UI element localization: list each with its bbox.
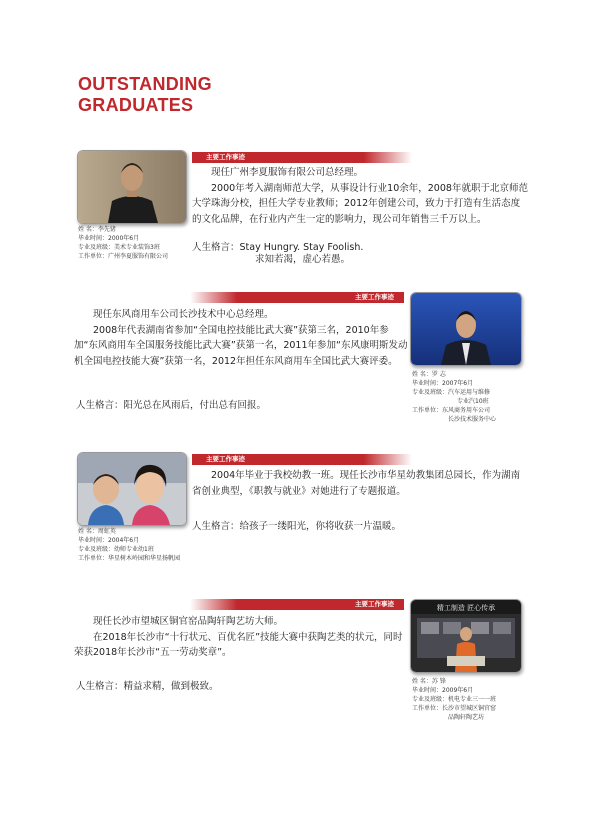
caption-major: 专业及班级：汽车运用与维修 — [412, 389, 491, 396]
paragraph: 现任长沙市望城区铜官窑品陶轩陶艺坊大师。 — [93, 616, 284, 627]
paragraph: 现任东风商用车公司长沙技术中心总经理。 — [93, 309, 274, 320]
section-badge-1: 主要工作事迹 — [192, 152, 412, 163]
paragraph: 在2018年长沙市“十行状元、百优名匠”技能大赛中获陶艺类的状元，同时荣获2018年长沙市“五一劳动奖章”。 — [74, 631, 403, 658]
page-title-line1: OUTSTANDING — [78, 74, 212, 94]
motto-line: 人生格言：精益求精，做到极致。 — [76, 681, 219, 692]
caption-grad-date: 毕业时间：2000年6月 — [78, 235, 140, 242]
graduate-motto-2 — [76, 400, 266, 412]
graduate-photo-4 — [410, 599, 522, 673]
graduate-photo-1 — [77, 150, 187, 224]
motto-line: 人生格言：Stay Hungry. Stay Foolish. — [192, 242, 364, 253]
paragraph: 2004年毕业于我校幼教一班。现任长沙市华星幼教集团总园长，作为湖南省创业典型，《职教与就业》对她进行了专题报道。 — [192, 470, 521, 497]
page-title-line2: GRADUATES — [78, 95, 194, 115]
graduate-photo-3 — [77, 452, 187, 526]
paragraph: 2008年代表湖南省参加“全国电控技能比武大赛”获第三名，2010年参加“东风商用车全国服务技能比武大赛”获第一名，2011年参加“东风康明斯发动机全国电控技能大赛”获第一名，2012年担任东风商用车全国比武大赛评委。 — [74, 324, 408, 367]
graduate-motto-1 — [192, 242, 363, 266]
caption-major-class: 专业汽10班 — [457, 398, 489, 405]
caption-major: 专业及班级：美术专业装饰3班 — [78, 244, 160, 251]
motto-line: 求知若渴，虚心若愚。 — [255, 254, 351, 265]
page-title — [78, 74, 212, 116]
paragraph: 2000年考入湖南师范大学，从事设计行业10余年，2008年就职于北京师范大学珠海分校，担任大学专业教师；2012年创建公司，致力于打造有生活态度的文化品牌，在行业内产生一定的影响力，现公司年销售三千万以上。 — [192, 182, 528, 225]
graduate-text-1 — [192, 165, 528, 227]
caption-name: 姓 名：苏 锋 — [412, 678, 446, 685]
graduate-text-2 — [74, 307, 410, 369]
graduate-motto-3 — [192, 521, 401, 533]
caption-employer: 工作单位：东风商务用车公司 — [412, 407, 491, 414]
caption-employer-dept: 长沙技术服务中心 — [448, 416, 497, 423]
motto-line: 人生格言：阳光总在风雨后，付出总有回报。 — [76, 400, 267, 411]
graduate-text-4 — [74, 614, 410, 661]
graduate-caption-3 — [78, 527, 180, 563]
motto-line: 人生格言：给孩子一缕阳光，你将收获一片温暖。 — [192, 521, 402, 532]
graduate-photo-2 — [410, 292, 522, 366]
graduate-caption-2 — [412, 370, 496, 424]
graduate-text-3 — [192, 468, 528, 499]
photo4-banner-text: 精工制造 匠心传承 — [436, 604, 496, 612]
caption-employer: 工作单位：广州李夏服饰有限公司 — [78, 253, 169, 260]
caption-name: 姓 名：罗 志 — [412, 371, 446, 378]
section-badge-3: 主要工作事迹 — [192, 454, 412, 465]
caption-major: 专业及班级：机电专业三一一班 — [412, 696, 497, 703]
caption-name: 姓 名：李先锗 — [78, 226, 116, 233]
paragraph: 现任广州李夏服饰有限公司总经理。 — [211, 167, 364, 178]
caption-major: 专业及班级：幼师专业幼1班 — [78, 546, 154, 553]
caption-name: 姓 名：周虹英 — [78, 528, 116, 535]
section-badge-2: 主要工作事迹 — [190, 292, 404, 303]
section-badge-4: 主要工作事迹 — [190, 599, 404, 610]
graduate-caption-1 — [78, 225, 168, 261]
graduate-caption-4 — [412, 677, 496, 722]
caption-employer: 工作单位：华星树木岭园和华星扬帆园 — [78, 555, 181, 562]
caption-grad-date: 毕业时间：2007年6月 — [412, 380, 474, 387]
caption-employer: 工作单位：长沙市望城区铜官窑 — [412, 705, 497, 712]
caption-grad-date: 毕业时间：2004年6月 — [78, 537, 140, 544]
caption-employer-dept: 品陶轩陶艺坊 — [448, 714, 485, 721]
caption-grad-date: 毕业时间：2009年6月 — [412, 687, 474, 694]
graduate-motto-4 — [76, 681, 219, 693]
